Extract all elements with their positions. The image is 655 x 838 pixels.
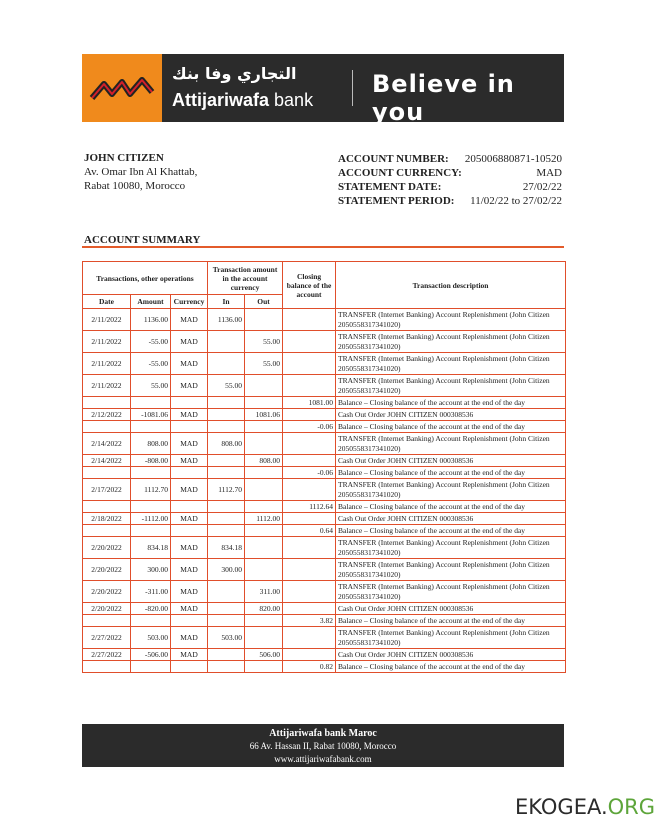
table-row [83, 627, 566, 649]
row-currency: MAD [171, 455, 208, 467]
row-date [83, 501, 131, 513]
table-row [83, 479, 566, 501]
row-in [208, 513, 245, 525]
row-in: 834.18 [208, 537, 245, 559]
row-out: 55.00 [245, 353, 283, 375]
row-out [245, 421, 283, 433]
row-amount: 503.00 [131, 627, 171, 649]
row-currency: MAD [171, 309, 208, 331]
row-amount: 834.18 [131, 537, 171, 559]
row-out [245, 537, 283, 559]
row-out: 808.00 [245, 455, 283, 467]
row-currency: MAD [171, 581, 208, 603]
row-closing [283, 353, 336, 375]
row-in [208, 603, 245, 615]
account-currency: MAD [536, 167, 562, 179]
row-currency: MAD [171, 353, 208, 375]
row-amount: 1136.00 [131, 309, 171, 331]
row-closing [283, 513, 336, 525]
row-currency [171, 467, 208, 479]
row-in [208, 649, 245, 661]
row-amount [131, 501, 171, 513]
row-closing [283, 455, 336, 467]
table-row [83, 615, 566, 627]
row-amount [131, 661, 171, 673]
row-amount: -506.00 [131, 649, 171, 661]
row-in [208, 409, 245, 421]
transactions-table [82, 261, 566, 673]
row-out [245, 661, 283, 673]
summary-divider [82, 246, 564, 248]
row-in: 300.00 [208, 559, 245, 581]
row-out [245, 627, 283, 649]
statement-date: 27/02/22 [522, 181, 562, 193]
table-row [83, 537, 566, 559]
row-out [245, 397, 283, 409]
row-currency: MAD [171, 479, 208, 501]
row-currency: MAD [171, 559, 208, 581]
row-out: 820.00 [245, 603, 283, 615]
row-currency [171, 421, 208, 433]
row-out [245, 467, 283, 479]
row-amount: 55.00 [131, 375, 171, 397]
row-date: 2/27/2022 [83, 627, 131, 649]
row-out [245, 559, 283, 581]
row-description: TRANSFER (Internet Banking) Account Replenishment (John Citizen 2050558317341020) [336, 581, 566, 603]
row-in [208, 661, 245, 673]
row-amount [131, 615, 171, 627]
row-closing [283, 479, 336, 501]
row-description: TRANSFER (Internet Banking) Account Replenishment (John Citizen 2050558317341020) [336, 353, 566, 375]
row-closing [283, 409, 336, 421]
row-amount: 1112.70 [131, 479, 171, 501]
row-out [245, 375, 283, 397]
row-currency [171, 525, 208, 537]
row-amount: -1112.00 [131, 513, 171, 525]
row-closing [283, 559, 336, 581]
row-closing: -0.06 [283, 467, 336, 479]
row-currency: MAD [171, 331, 208, 353]
table-row [83, 397, 566, 409]
row-date: 2/20/2022 [83, 603, 131, 615]
table-row [83, 559, 566, 581]
row-in [208, 467, 245, 479]
row-currency [171, 397, 208, 409]
header-amount-group: Transaction amount in the account currency [208, 262, 283, 295]
table-row [83, 409, 566, 421]
footer-bank-name: Attijariwafa bank Maroc [269, 728, 377, 739]
row-date: 2/20/2022 [83, 537, 131, 559]
row-out [245, 501, 283, 513]
row-description: TRANSFER (Internet Banking) Account Replenishment (John Citizen 2050558317341020) [336, 559, 566, 581]
row-in: 503.00 [208, 627, 245, 649]
row-in [208, 525, 245, 537]
statement-period: 11/02/22 to 27/02/22 [470, 195, 562, 207]
row-date [83, 661, 131, 673]
row-date: 2/17/2022 [83, 479, 131, 501]
row-currency: MAD [171, 375, 208, 397]
row-date: 2/11/2022 [83, 309, 131, 331]
row-description: TRANSFER (Internet Banking) Account Replenishment (John Citizen 2050558317341020) [336, 537, 566, 559]
table-row [83, 433, 566, 455]
row-date [83, 615, 131, 627]
row-description: Balance – Closing balance of the account at the end of the day [336, 525, 566, 537]
row-description: TRANSFER (Internet Banking) Account Replenishment (John Citizen 2050558317341020) [336, 627, 566, 649]
row-closing [283, 649, 336, 661]
row-in [208, 455, 245, 467]
row-date: 2/11/2022 [83, 375, 131, 397]
row-closing: -0.06 [283, 421, 336, 433]
header-date: Date [83, 295, 131, 309]
header-description: Transaction description [336, 262, 566, 309]
brand-arabic: التجاري وفا بنك [172, 64, 297, 83]
footer-address: 66 Av. Hassan II, Rabat 10080, Morocco [249, 741, 397, 751]
row-currency: MAD [171, 627, 208, 649]
row-date: 2/11/2022 [83, 331, 131, 353]
row-in [208, 581, 245, 603]
brand-name: Attijariwafa bank [172, 90, 314, 110]
table-row [83, 501, 566, 513]
row-closing: 1112.64 [283, 501, 336, 513]
row-date [83, 525, 131, 537]
statement-period-label: STATEMENT PERIOD: [338, 195, 455, 207]
row-description: TRANSFER (Internet Banking) Account Replenishment (John Citizen 2050558317341020) [336, 433, 566, 455]
table-row [83, 603, 566, 615]
row-currency: MAD [171, 603, 208, 615]
row-description: TRANSFER (Internet Banking) Account Replenishment (John Citizen 2050558317341020) [336, 479, 566, 501]
account-info [338, 152, 562, 208]
row-closing [283, 433, 336, 455]
row-description: TRANSFER (Internet Banking) Account Replenishment (John Citizen 2050558317341020) [336, 331, 566, 353]
row-closing [283, 603, 336, 615]
row-closing [283, 375, 336, 397]
row-amount: -311.00 [131, 581, 171, 603]
header-currency: Currency [171, 295, 208, 309]
bank-header [82, 54, 564, 126]
row-in: 1112.70 [208, 479, 245, 501]
row-description: Cash Out Order JOHN CITIZEN 000308536 [336, 455, 566, 467]
row-amount: 300.00 [131, 559, 171, 581]
row-date: 2/20/2022 [83, 581, 131, 603]
row-amount: -55.00 [131, 331, 171, 353]
row-closing [283, 309, 336, 331]
row-date: 2/11/2022 [83, 353, 131, 375]
header-divider [352, 70, 353, 106]
table-row [83, 421, 566, 433]
bank-footer [82, 724, 564, 767]
account-number-label: ACCOUNT NUMBER: [338, 153, 449, 165]
statement-date-label: STATEMENT DATE: [338, 181, 442, 193]
row-in [208, 421, 245, 433]
header-in: In [208, 295, 245, 309]
row-currency [171, 615, 208, 627]
row-amount: -808.00 [131, 455, 171, 467]
row-in [208, 615, 245, 627]
table-row [83, 525, 566, 537]
table-row [83, 331, 566, 353]
row-in [208, 397, 245, 409]
row-description: Cash Out Order JOHN CITIZEN 000308536 [336, 649, 566, 661]
table-row [83, 467, 566, 479]
row-out [245, 309, 283, 331]
row-closing: 0.82 [283, 661, 336, 673]
account-summary-title: ACCOUNT SUMMARY [84, 234, 201, 246]
row-closing [283, 331, 336, 353]
account-currency-label: ACCOUNT CURRENCY: [338, 167, 462, 179]
row-amount [131, 397, 171, 409]
row-date: 2/14/2022 [83, 455, 131, 467]
slogan: Believe in you [372, 70, 515, 126]
table-row [83, 375, 566, 397]
header-transactions-group: Transactions, other operations [83, 262, 208, 295]
table-row [83, 455, 566, 467]
row-closing: 0.64 [283, 525, 336, 537]
watermark: EKOGEA.ORG [515, 795, 655, 819]
table-row [83, 581, 566, 603]
row-date: 2/14/2022 [83, 433, 131, 455]
row-amount [131, 467, 171, 479]
row-description: TRANSFER (Internet Banking) Account Replenishment (John Citizen 2050558317341020) [336, 309, 566, 331]
row-amount: -1081.06 [131, 409, 171, 421]
row-date [83, 397, 131, 409]
row-in [208, 501, 245, 513]
row-in: 1136.00 [208, 309, 245, 331]
row-currency: MAD [171, 513, 208, 525]
row-date: 2/27/2022 [83, 649, 131, 661]
row-out: 506.00 [245, 649, 283, 661]
transactions-body [83, 309, 566, 673]
table-row [83, 513, 566, 525]
row-description: TRANSFER (Internet Banking) Account Replenishment (John Citizen 2050558317341020) [336, 375, 566, 397]
customer-name: JOHN CITIZEN [84, 152, 164, 164]
account-number: 205006880871-10520 [464, 153, 562, 165]
row-out: 311.00 [245, 581, 283, 603]
row-closing [283, 627, 336, 649]
row-date [83, 421, 131, 433]
row-closing: 1081.00 [283, 397, 336, 409]
table-row [83, 661, 566, 673]
row-out: 1081.06 [245, 409, 283, 421]
customer-address-line2: Rabat 10080, Morocco [84, 180, 186, 192]
row-amount [131, 525, 171, 537]
header-closing-balance: Closing balance of the account [283, 262, 336, 309]
customer-block [84, 151, 197, 193]
row-date [83, 467, 131, 479]
row-out [245, 433, 283, 455]
customer-address-line1: Av. Omar Ibn Al Khattab, [84, 166, 198, 178]
header-amount: Amount [131, 295, 171, 309]
row-description: Cash Out Order JOHN CITIZEN 000308536 [336, 603, 566, 615]
row-description: Cash Out Order JOHN CITIZEN 000308536 [336, 409, 566, 421]
header-out: Out [245, 295, 283, 309]
row-in [208, 353, 245, 375]
bank-logo-icon [82, 54, 162, 122]
row-date: 2/18/2022 [83, 513, 131, 525]
row-description: Balance – Closing balance of the account at the end of the day [336, 397, 566, 409]
row-amount: -55.00 [131, 353, 171, 375]
row-description: Balance – Closing balance of the account at the end of the day [336, 615, 566, 627]
row-date: 2/20/2022 [83, 559, 131, 581]
row-closing [283, 581, 336, 603]
row-currency: MAD [171, 433, 208, 455]
row-currency: MAD [171, 409, 208, 421]
table-row [83, 649, 566, 661]
row-amount: 808.00 [131, 433, 171, 455]
row-out [245, 525, 283, 537]
row-description: Balance – Closing balance of the account at the end of the day [336, 661, 566, 673]
row-in: 808.00 [208, 433, 245, 455]
row-amount [131, 421, 171, 433]
row-description: Balance – Closing balance of the account at the end of the day [336, 467, 566, 479]
row-currency [171, 661, 208, 673]
row-date: 2/12/2022 [83, 409, 131, 421]
row-out: 55.00 [245, 331, 283, 353]
row-description: Balance – Closing balance of the account at the end of the day [336, 501, 566, 513]
footer-website[interactable]: www.attijariwafabank.com [274, 754, 372, 764]
row-currency: MAD [171, 537, 208, 559]
row-closing: 3.82 [283, 615, 336, 627]
row-amount: -820.00 [131, 603, 171, 615]
row-in [208, 331, 245, 353]
row-closing [283, 537, 336, 559]
row-description: Balance – Closing balance of the account at the end of the day [336, 421, 566, 433]
row-description: Cash Out Order JOHN CITIZEN 000308536 [336, 513, 566, 525]
row-currency: MAD [171, 649, 208, 661]
row-out [245, 615, 283, 627]
table-row [83, 353, 566, 375]
table-row [83, 309, 566, 331]
row-out: 1112.00 [245, 513, 283, 525]
row-currency [171, 501, 208, 513]
row-out [245, 479, 283, 501]
row-in: 55.00 [208, 375, 245, 397]
